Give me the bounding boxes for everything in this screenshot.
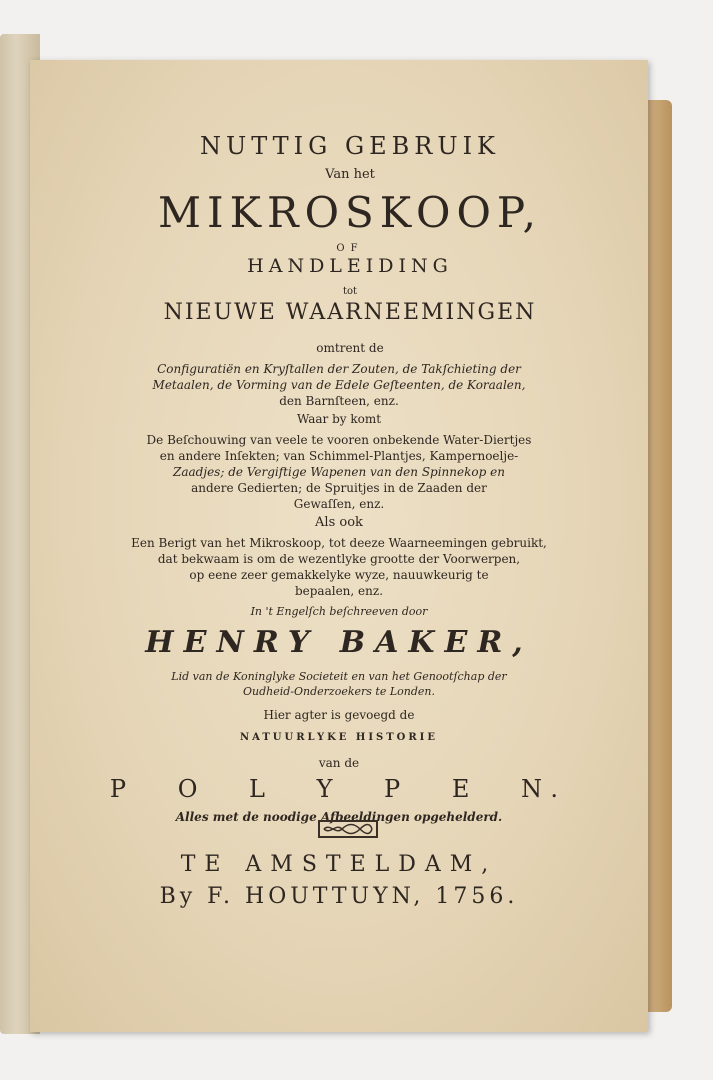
author-affiliation-line: Lid van de Koninglyke Societeit en van het Genootſchap der <box>171 670 507 683</box>
title-line-waar-by-komt: Waar by komt <box>296 412 382 426</box>
title-line-nieuwe-waarneemingen: NIEUWE WAARNEEMINGEN <box>163 300 537 325</box>
body-line: dat bekwaam is om de wezentlyke grootte der Voorwerpen, <box>157 552 521 566</box>
title-line-tot: tot <box>342 286 358 297</box>
title-line-handleiding: HANDLEIDING <box>247 255 453 277</box>
title-line-mikroskoop: MIKROSKOOP, <box>157 188 542 237</box>
title-line-van-de: van de <box>318 756 360 770</box>
title-line-nuttig-gebruik: NUTTIG GEBRUIK <box>199 132 500 160</box>
body-line: Gewaſſen, enz. <box>293 497 385 511</box>
body-line: den Barnſteen, enz. <box>279 394 399 408</box>
body-line: Een Berigt van het Mikroskoop, tot deeze Waarneemingen gebruikt, <box>131 536 547 550</box>
body-line: bepaalen, enz. <box>294 584 384 598</box>
imprint-place: TE AMSTELDAM, <box>180 852 498 877</box>
author-name: HENRY BAKER, <box>145 625 533 660</box>
title-line-alles: Alles met de noodige Afbeeldingen opgehelderd. <box>175 810 503 824</box>
title-line-polypen: P O L Y P E N. <box>109 775 569 803</box>
title-line-of: OF <box>336 243 364 254</box>
title-line-als-ook: Als ook <box>315 515 363 530</box>
title-line-omtrent: omtrent de <box>316 341 384 355</box>
body-line: en andere Inſekten; van Schimmel-Plantjes, Kampernoelje- <box>159 449 519 463</box>
title-line-hier-agter: Hier agter is gevoegd de <box>263 708 415 722</box>
author-affiliation-line: Oudheid-Onderzoekers te Londen. <box>242 685 435 698</box>
body-line: Zaadjes; de Vergiftige Wapenen van den Spinnekop en <box>173 465 505 479</box>
title-line-engelsch: In 't Engelſch beſchreeven door <box>250 605 428 618</box>
body-line: Configuratiën en Kryſtallen der Zouten, de Takſchieting der <box>157 362 521 376</box>
body-line: andere Gedierten; de Spruitjes in de Zaaden der <box>191 481 487 495</box>
imprint-publisher: By F. HOUTTUYN, 1756. <box>159 884 519 909</box>
title-page <box>30 60 648 1032</box>
body-line: De Beſchouwing van veele te vooren onbekende Water-Diertjes <box>146 433 532 447</box>
body-line: op eene zeer gemakkelyke wyze, nauuwkeurig te <box>189 568 489 582</box>
title-line-van-het: Van het <box>325 167 375 182</box>
title-line-natuurlyke-historie: NATUURLYKE HISTORIE <box>240 732 438 743</box>
body-line: Metaalen, de Vorming van de Edele Geſteenten, de Koraalen, <box>152 378 526 392</box>
decorative-fleuron-icon <box>318 820 378 838</box>
